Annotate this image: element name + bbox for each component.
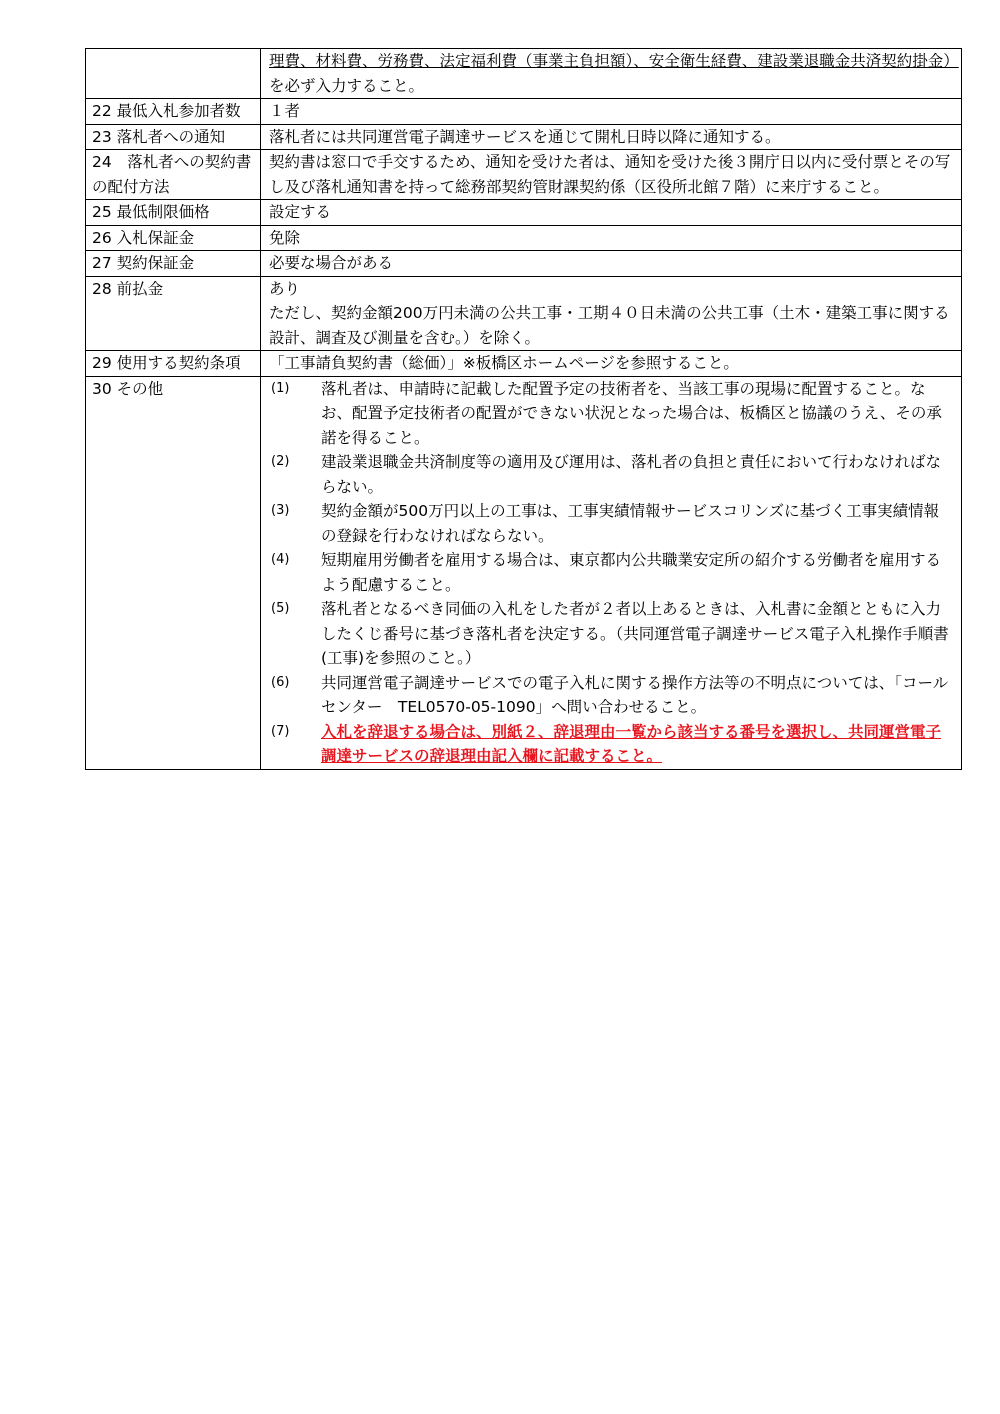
list-item [269,597,953,671]
table-row [86,150,962,200]
table-row [86,49,962,99]
item-number: (7) [271,723,290,739]
row-note: ただし、契約金額200万円未満の公共工事・工期４０日未満の公共工事（土木・建築工事に関する設計、調査及び測量を含む。）を除く。 [269,304,950,347]
row-label: 25 最低制限価格 [86,200,261,226]
list-item [269,671,953,720]
row-text: を必ず入力すること。 [269,76,425,95]
row-content: 免除 [261,225,962,251]
row-label: 26 入札保証金 [86,225,261,251]
underlined-text: 理費、材料費、労務費、法定福利費（事業主負担額）、安全衛生経費、建設業退職金共済契約掛金） [269,52,959,70]
row-label [86,49,261,99]
table-row [86,351,962,377]
list-item [269,377,953,451]
row-label: 29 使用する契約条項 [86,351,261,377]
table-row [86,99,962,125]
row-content: １者 [261,99,962,125]
item-number: (2) [271,454,290,469]
list-item [269,548,953,597]
row-content: 「工事請負契約書（総価）」※板橋区ホームページを参照すること。 [261,351,962,377]
row-content: 落札者には共同運営電子調達サービスを通じて開札日時以降に通知する。 [261,124,962,150]
item-text: 落札者となるべき同価の入札をした者が２者以上あるときは、入札書に金額とともに入力したくじ番号に基づき落札者を決定する。（共同運営電子調達サービス電子入札操作手順書(工事)を参照のこと。） [321,600,949,667]
emphasis-text: 入札を辞退する場合は、別紙２、辞退理由一覧から該当する番号を選択し、共同運営電子調達サービスの辞退理由記入欄に記載すること。 [321,722,942,765]
list-item [269,499,953,548]
item-text: 建設業退職金共済制度等の適用及び運用は、落札者の負担と責任において行わなければならない。 [321,453,942,496]
item-number: (3) [271,503,290,518]
row-content [261,276,962,351]
table-row [86,276,962,351]
item-text: 契約金額が500万円以上の工事は、工事実績情報サービスコリンズに基づく工事実績情報の登録を行わなければならない。 [321,502,940,545]
conditions-sheet [85,48,962,770]
item-number: (6) [271,674,290,690]
item-number: (1) [271,380,290,396]
item-number: (5) [271,601,290,616]
table-row [86,225,962,251]
row-label: 27 契約保証金 [86,251,261,277]
table-row [86,124,962,150]
row-content [261,49,962,99]
row-content: 必要な場合がある [261,251,962,277]
row-label: 30 その他 [86,376,261,769]
item-text: 落札者は、申請時に記載した配置予定の技術者を、当該工事の現場に配置すること。なお、配置予定技術者の配置ができない状況となった場合は、板橋区と協議のうえ、その承諾を得ること。 [321,379,942,447]
table-row [86,251,962,277]
row-content: 設定する [261,200,962,226]
row-label: 28 前払金 [86,276,261,351]
row-content [261,376,962,769]
row-content: 契約書は窓口で手交するため、通知を受けた者は、通知を受けた後３開庁日以内に受付票とその写し及び落札通知書を持って総務部契約管財課契約係（区役所北館７階）に来庁すること。 [261,150,962,200]
item-text: 共同運営電子調達サービスでの電子入札に関する操作方法等の不明点については、「コールセンター TEL0570-05-1090」へ問い合わせること。 [321,673,949,716]
other-items-list [269,377,953,769]
conditions-table [85,48,962,770]
row-label: 22 最低入札参加者数 [86,99,261,125]
row-text: あり [269,279,301,298]
list-item [269,720,953,769]
row-label: 23 落札者への通知 [86,124,261,150]
table-row [86,200,962,226]
row-label: 24 落札者への契約書の配付方法 [86,150,261,200]
table-row [86,376,962,769]
list-item [269,450,953,499]
item-text: 短期雇用労働者を雇用する場合は、東京都内公共職業安定所の紹介する労働者を雇用するよう配慮すること。 [321,551,942,594]
item-number: (4) [271,552,290,567]
